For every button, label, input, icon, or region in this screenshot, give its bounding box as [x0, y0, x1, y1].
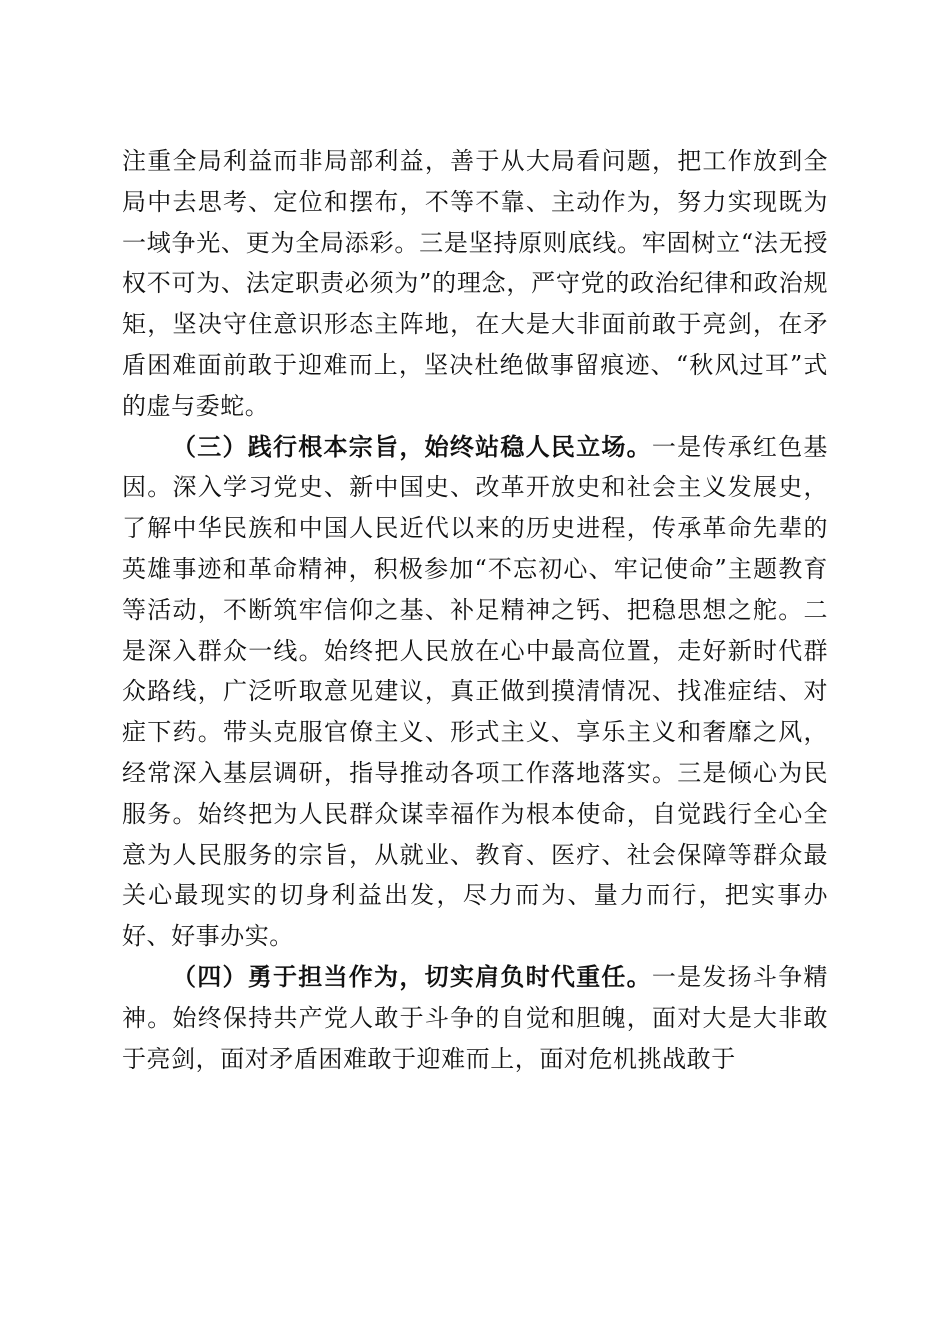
document-page	[122, 141, 828, 1079]
paragraph-section-4	[122, 957, 828, 1079]
paragraph-continuation	[122, 141, 828, 427]
paragraph-section-3	[122, 427, 828, 957]
section-heading-3: （三）践行根本宗旨，始终站稳人民立场。	[172, 431, 652, 461]
paragraph-body: 注重全局利益而非局部利益，善于从大局看问题，把工作放到全局中去思考、定位和摆布，不等不靠、主动作为，努力实现既为一域争光、更为全局添彩。三是坚持原则底线。牢固树立“法无授权不可为、法定职责必须为”的理念，严守党的政治纪律和政治规矩，坚决守住意识形态主阵地，在大是大非面前敢于亮剑，在矛盾困难面前敢于迎难而上，坚决杜绝做事留痕迹、“秋风过耳”式的虚与委蛇。	[122, 147, 828, 420]
section-heading-4: （四）勇于担当作为，切实肩负时代重任。	[172, 961, 652, 991]
paragraph-body: 一是传承红色基因。深入学习党史、新中国史、改革开放史和社会主义发展史，了解中华民族和中国人民近代以来的历史进程，传承革命先辈的英雄事迹和革命精神，积极参加“不忘初心、牢记使命”主题教育等活动，不断筑牢信仰之基、补足精神之钙、把稳思想之舵。二是深入群众一线。始终把人民放在心中最高位置，走好新时代群众路线，广泛听取意见建议，真正做到摸清情况、找准症结、对症下药。带头克服官僚主义、形式主义、享乐主义和奢靡之风，经常深入基层调研，指导推动各项工作落地落实。三是倾心为民服务。始终把为人民群众谋幸福作为根本使命，自觉践行全心全意为人民服务的宗旨，从就业、教育、医疗、社会保障等群众最关心最现实的切身利益出发，尽力而为、量力而行，把实事办好、好事办实。	[122, 432, 828, 951]
paragraph-body: 一是发扬斗争精神。始终保持共产党人敢于斗争的自觉和胆魄，面对大是大非敢于亮剑，面对矛盾困难敢于迎难而上，面对危机挑战敢于	[122, 962, 828, 1073]
